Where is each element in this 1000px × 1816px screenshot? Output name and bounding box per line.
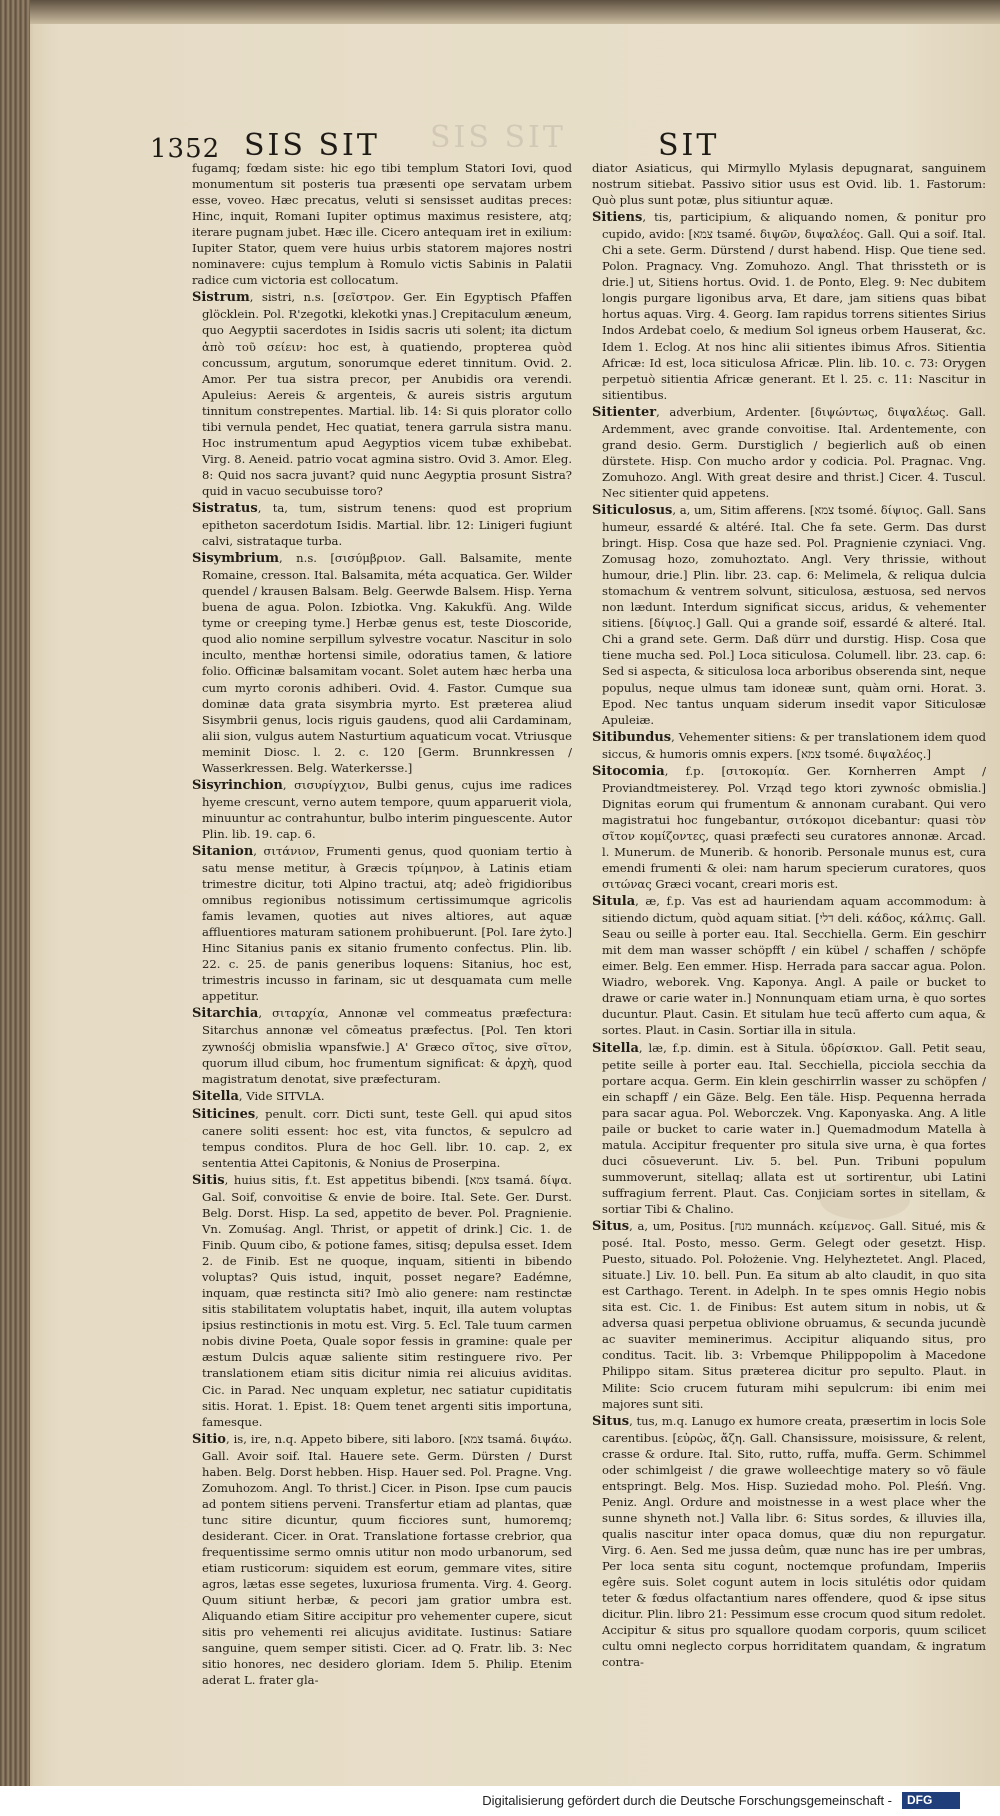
entry-text: , σισυρίγχιον, Bulbi genus, cujus ime radices hyeme crescunt, verno autem tempore, quum apparuerit viola, minuuntur ac contrahuntur, bulbo interim pinguescente. Autor Plin. lib. 19. cap. 6. <box>202 777 572 841</box>
entry-headword: Sitarchia <box>192 1006 259 1022</box>
entry-headword: Sitio <box>192 1431 226 1447</box>
entry-text: , is, ire, n.q. Appeto bibere, siti laboro. [צמא tsamá. διψάω. Gall. Avoir soif. Ital. Hauere sete. Germ. Dürsten / Durst haben. Belg. Dorst hebben. Hisp. Hauer sed. Pol. Pragne. Vng. Zomuhozom. Angl. To thrist.] Cicer. in Pison. Ipse cum paucis ad pontem sitiens perveni. Transfertur etiam ad plantas, quæ tunc sitire dicuntur, quum ficciores sunt, humoremq; desiderant. Cicer. in Orat. Translatione fortasse crebrior, qua frequentissime sermo omnis utitur non modo urbanorum, sed etiam rusticorum: siquidem est eorum, gemmare vites, sitire agros, lætas esse segetes, luxuriosa frumenta. Virg. 4. Georg. Quum sitiunt herbæ, & pecori jam gratior umbra est. Aliquando etiam Sitire accipitur pro vehementer cupere, sicut sitis pro vehementi rei alicujus aviditate. Iustinus: Satiare sanguine, quem semper sitisti. Cicer. ad Q. Fratr. lib. 3: Nec sitio honores, nec desidero gloriam. Idem 5. Philip. Etenim aderat L. frater gla- <box>202 1431 572 1688</box>
entry-text: , læ, f.p. dimin. est à Situla. ὑδρίσκιον. Gall. Petit seau, petite seille à porter eau. Ital. Secchiella, picciola secchia da portare acqua. Germ. Ein klein geschirrlin wasser zu schöpfen / ein schapff / ein Gäze. Belg. Een täle. Hisp. Pequenna herrada para sacar agua. Pol. Weborczek. Vng. Kaponyaska. Ang. A litle paile or bucket to carie water in.] Quemadmodum Matella à matula. Accipitur frequenter pro situla sive urna, è qua fortes duci cōsueverunt. Liv. 5. bel. Pun. Tribuni populum summoverunt, sitellaq; allata est ut sortirentur, ubi Latini suffragium ferrent. Plaut. Cas. Conjiciam sortes in sitellam, & sortiar Tibi & Chalino. <box>602 1040 986 1216</box>
entry-text: , æ, f.p. Vas est ad hauriendam aquam accommodum: à sitiendo dictum, quòd aquam sitiat. [דלי deli. κάδος, κάλπις. Gall. Seau ou seille à porter eau. Ital. Secchiella. Germ. Ein geschirr mit dem man wasser schöpfft / ein kübel / schaffen / schöpfe eimer. Belg. Een emmer. Hisp. Herrada para saccar agua. Polon. Wiadro, weborek. Vng. Kaponya. Angl. A paile or bucket to drawe or carie water in.] Nonnunquam etiam urna, è quo sortes ducuntur. Plaut. Casin. Et situlam hue tecū afferto cum aqua, & sortes. Plaut. in Casin. Sortiar illa in situla. <box>602 894 986 1038</box>
dictionary-entry <box>192 1106 572 1171</box>
entry-headword: Siticulosus <box>592 502 673 518</box>
entry-text: , Vehementer sitiens: & per translationem idem quod siccus, & humoris omnis expers. [צמא tsomé. διψαλέος.] <box>602 729 986 761</box>
entry-text: , n.s. [σισύμβριον. Gall. Balsamite, mente Romaine, cresson. Ital. Balsamita, méta acquatica. Ger. Wilder quendel / krausen Balsam. Belg. Geerwde Balsem. Hisp. Yerna buena de agua. Polon. Izbiotka. Vng. Kakukfü. Ang. Wilde tyme or creeping tyme.] Herbæ genus est, teste Dioscoride, quod alio nomine serpillum sylvestre vocatur. Nascitur in solo inculto, menthæ hortensi simile, odoratius tamen, & latiore folio. Officinæ balsamitam vocant. Solet autem hæc herba una cum myrto coronis adhiberi. Ovid. 4. Fastor. Cumque sua dominæ data grata sisymbria myrto. Est præterea aliud Sisymbrii genus, locis riguis gaudens, quod alii Cardaminam, alii sion, vulgus autem Nasturtium aquaticum vocat. Vtriusque meminit Diosc. l. 2. c. 120 [Germ. Brunnkressen / Wasserkressen. Belg. Waterkersse.] <box>202 551 572 775</box>
entry-headword: Sitienter <box>592 404 657 420</box>
dictionary-entry <box>592 763 986 892</box>
entry-headword: Situla <box>592 894 636 910</box>
entry-headword: Sistrum <box>192 290 250 306</box>
top-shadow <box>30 0 1000 24</box>
left-column <box>192 160 572 1760</box>
entry-headword: Situs <box>592 1219 630 1235</box>
entry-headword: Sitella <box>592 1040 639 1056</box>
running-head-left: SIS SIT <box>244 128 380 163</box>
entry-headword: Siticines <box>192 1106 256 1122</box>
dictionary-entry <box>192 777 572 842</box>
entry-text: , σιταρχία, Annonæ vel commeatus præfectura: Sitarchus annonæ vel cōmeatus præfectus. [Pol. Ten ktori zywnośćj obmislia wpansfwie.] A' Græco σῖτος, sive σῖτον, quorum illud cibum, hoc frumentum significat: & ἀρχὴ, quod magistratum denotat, sive præfecturam. <box>202 1006 572 1086</box>
dictionary-entry <box>592 1218 986 1412</box>
digitization-footer <box>0 1786 1000 1816</box>
dictionary-entry <box>192 550 572 776</box>
dfg-logo-text: DFG <box>907 1793 933 1807</box>
entry-text: , a, um, Sitim afferens. [צמא tsomé. δίψιος. Gall. Sans humeur, essardé & altéré. Ital. Che fa sete. Germ. Das durst bringt. Hisp. Cosa que haze sed. Pol. Pragnienie czyniaci. Vng. Zomusag hozo, zomuhoztato. Angl. Very thrissie, without humour, drie.] Plin. libr. 23. cap. 6: Melimela, & reliqua dulcia stomachum & ventrem solvunt, siticulosa, æstuosa, sed nervos non lædunt. Interdum significat siccus, aridus, & vehementer sitiens. [δίψιος.] Gall. Qui a grande soif, essardé & alteré. Ital. Chi a grand sete. Germ. Daß dürr und durstig. Hisp. Cosa que tiene mucha sed. Pol.] Loca siticulosa. Columell. libr. 23. cap. 6: Sed si aspecta, & siticulosa loca arboribus obserenda sint, neque populus, neque ulmus tam idoneæ sunt, quàm orni. Horat. 3. Epod. Nec tantus unquam siderum insedit vapor Siticulosæ Apuleiæ. <box>602 502 986 727</box>
dictionary-entry <box>592 893 986 1038</box>
entry-text: , adverbium, Ardenter. [διψώντως, διψαλέως. Gall. Ardemment, avec grande convoitise. Ital. Ardentemente, con grand desio. Germ. Durstiglich / begierlich auß ob einen dürstete. Hisp. Con mucho ardor y codicia. Pol. Pragnac. Vng. Zomuhozo. Angl. With great desire and thrist.] Cicer. 4. Tuscul. Nec sitienter quid appetens. <box>602 404 986 500</box>
entry-headword: Sitis <box>192 1172 225 1188</box>
dictionary-entry <box>592 160 986 208</box>
dictionary-entry <box>592 1413 986 1671</box>
dictionary-entry <box>192 1088 572 1105</box>
running-head-right: SIT <box>658 128 720 163</box>
entry-headword: Sitocomia <box>592 763 665 779</box>
entry-text: , Vide SITVLA. <box>238 1088 325 1103</box>
dictionary-entry <box>192 500 572 549</box>
dictionary-entry <box>592 209 986 403</box>
entry-headword: Sitiens <box>592 210 643 226</box>
dictionary-entry <box>192 843 572 1004</box>
entry-headword: Sitibundus <box>592 729 672 745</box>
page-number: 1352 <box>150 134 221 164</box>
entry-text: diator Asiaticus, qui Mirmyllo Mylasis depugnarat, sanguinem nostrum sitiebat. Passivo sitior usus est Ovid. lib. 1. Fastorum: Quò plus sunt potæ, plus sitiuntur aquæ. <box>592 161 986 208</box>
entry-headword: Sistratus <box>192 500 258 516</box>
entry-text: , tus, m.q. Lanugo ex humore creata, præsertim in locis Sole carentibus. [εὐρὼς, ἄζη. Gall. Chansissure, moisissure, & relent, crasse & ordure. Ital. Sito, rutto, ruffa, muffa. Germ. Schimmel oder schimlgeist / die grawe wolleechtige matery so vō fäule entspringt. Belg. Mos. Hisp. Suziedad moho. Pol. Pleśń. Vng. Peniz. Angl. Ordure and moistnesse in a west place wher the sunne shyneth not.] Valla libr. 6: Situs sordes, & illuvies illa, qualis nascitur inter opaca domus, quæ diu non repurgatur. Virg. 6. Aen. Sed me jussa deûm, quæ nunc has ire per umbras, Per loca senta situ cogunt, noctemque profundam, Imperiis egêre suis. Solet cogunt autem in locis situlétis odor quidam teter & fœdus olfactantium nares offendere, quod & ipse situs dicitur. Plin. libro 21: Pessimum esse crocum quod situm redolet. Accipitur & situs pro squallore quodam corporis, quum scilicet cultu omni neglecto corpus horriditatem quandam, & ingratum contra- <box>602 1413 986 1670</box>
entry-headword: Situs <box>592 1413 630 1429</box>
dictionary-entry <box>192 160 572 288</box>
entry-text: , ta, tum, sistrum tenens: quod est proprium epitheton sacerdotum Isidis. Martial. libr. 12: Linigeri fugiunt calvi, sistrataque turba. <box>202 500 572 549</box>
book-edge <box>0 0 30 1816</box>
entry-text: , sistri, n.s. [σεῖστρον. Ger. Ein Egyptisch Pfaffen glöcklein. Pol. R'zegotki, klekotki ynas.] Crepitaculum æneum, quo Aegyptii sacerdotes in Isidis sacris uti solent; ita dictum ἀπὸ τοῦ σείειν: hoc est, à quatiendo, propterea quòd concussum, argutum, sonorumque ederet tinnitum. Ovid. 2. Amor. Per tua sistra precor, per Anubidis ora verendi. Apuleius: Aereis & argenteis, & aureis sistris argutum tinnitum constrepentes. Martial. lib. 14: Si quis plorator collo tibi vernula pendet, Hec quatiat, tenera garrula sistra manu. Hoc instrumentum apud Aegyptios vicem tubæ exhibebat. Virg. 8. Aeneid. patrio vocat agmina sistro. Ovid 3. Amor. Eleg. 8: Quid nos sacra juvant? quid nunc Aegyptia prosunt Sistra? quid in vacuo secubuisse toro? <box>202 290 572 498</box>
entry-text: , penult. corr. Dicti sunt, teste Gell. qui apud sitos canere soliti essent: hoc est, vita functos, & sepulcro ad tempus conditos. Plura de hoc Gell. libr. 10. cap. 2, ex sententia Attei Capitonis, & Nonius de Proserpina. <box>202 1106 572 1170</box>
dictionary-entry <box>192 1431 572 1689</box>
entry-text: , f.p. [σιτοκομία. Ger. Kornherren Ampt / Proviandtmeisterey. Pol. Vrząd tego ktori zywnośc obmislia.] Dignitas eorum qui frumentum & annonam curabant. Qui vero magistratui hoc fungebantur, σιτόκομοι dicebantur: quasi τὸν σῖτον κομίζοντες, quasi præfecti seu curatores annonæ. Arcad. l. Munerum. de Munerib. & honorib. Personale munus est, cura emendi frumenti & olei: nam harum specierum curatores, quos σιτώνας Græci vocant, creari moris est. <box>602 763 986 892</box>
dfg-logo <box>902 1792 960 1809</box>
dictionary-entry <box>192 1005 572 1086</box>
right-column <box>592 160 986 1760</box>
dictionary-entry <box>592 502 986 728</box>
entry-headword: Sisymbrium <box>192 551 280 567</box>
footer-credit: Digitalisierung gefördert durch die Deutsche Forschungsgemeinschaft - <box>482 1793 892 1808</box>
dictionary-entry <box>592 729 986 762</box>
entry-text: , tis, participium, & aliquando nomen, & ponitur pro cupido, avido: [צמא tsamé. διψῶν, διψαλέος. Gall. Qui a soif. Ital. Chi a sete. Germ. Dürstend / durst habend. Hisp. Que tiene sed. Polon. Pragnacy. Vng. Zomuhozo. Angl. That thrissteth or is drie.] ut, Sitiens hortus. Ovid. 1. de Ponto, Eleg. 9: Nec dubitem longis purgare ligonibus arva, Et dare, jam sitiens quas bibat hortus aquas. Virg. 4. Georg. Iam rapidus torrens sitientes Sirius Indos Ardebat coelo, & medium Sol igneus orbem Hauserat, &c. Idem 1. Eclog. At nos hinc alii sitientes ibimus Afros. Sitientia Africæ: Id est, loca siticulosa Africæ. Plin. lib. 10. c. 73: Orygen perpetuò sitientia Africæ generant. Et l. 25. c. 11: Nascitur in sitientibus. <box>602 210 986 402</box>
entry-headword: Sitanion <box>192 843 254 859</box>
entry-text: fugamq; fœdam siste: hic ego tibi templum Statori Iovi, quod monumentum sit posteris tua præsenti ope servatam urbem esse, voveo. Hæc precatus, veluti si sensisset auditas preces: Hinc, inquit, Romani Iupiter optimus maximus resistere, atq; iterare pugnam jubet. Hæc ille. Cicero antequam iret in exilium: Iupiter Stator, quem vere huius urbis statorem majores nostri nominavere: cujus templum à Romulo victis Sabinis in Palatii radice cum victoria est collocatum. <box>192 161 572 288</box>
entry-text: , huius sitis, f.t. Est appetitus bibendi. [צמא tsamá. δίψα. Gal. Soif, convoitise & envie de boire. Ital. Sete. Ger. Durst. Belg. Dorst. Hisp. La sed, appetito de bever. Pol. Pragnienie. Vn. Zomuśag. Angl. Thrist, or appetit of drink.] Cic. 1. de Finib. Quum cibo, & potione fames, sitisq; depulsa esset. Idem 2. de Finib. Est ne quoque, inquam, sitienti in bibendo voluptas? Quis istud, inquit, posset negare? Eadémne, inquam, quæ restincta siti? Imò alio genere: nam restinctæ sitis stabilitatem voluptatis habet, inquit, illa autem voluptas ipsius restinctionis in motu est. Virg. 5. Ecl. Tale tuum carmen nobis divine Poeta, Quale sopor fessis in gramine: quale per æstum Dulcis aquæ saliente sitim restinguere rivo. Per translationem etiam sitis dicitur nimia rei alicuius aviditas. Cic. in Parad. Nec unquam expletur, nec satiatur cupiditatis sitis. Horat. 1. Epist. 18: Quem tenet argenti sitis importuna, famesque. <box>202 1172 572 1429</box>
dictionary-entry <box>192 289 572 499</box>
entry-text: , a, um, Positus. [מנח munnách. κείμενος. Gall. Situé, mis & posé. Ital. Posto, messo. Germ. Gelegt oder gesetzt. Hisp. Puesto, situado. Pol. Położenie. Vng. Helyheztetet. Angl. Placed, situate.] Liv. 10. bell. Pun. Ea situm ab alto claudit, in quo sita est Carthago. Terent. in Adelph. In te spes omnis Hegio nobis sita est. Cic. 1. de Finibus: Est autem situm in nobis, ut & adversa quasi perpetua oblivione obruamus, & secunda jucundè ac suaviter meminerimus. Accipitur aliquando situs, pro conditus. Tacit. lib. 3: Vrbemque Philippopolim à Macedone Philippo sitam. Situs præterea dicitur pro sepulto. Plaut. in Milite: Scio crucem futuram mihi sepulcrum: ibi enim mei majores sunt siti. <box>602 1219 986 1411</box>
dictionary-entry <box>592 404 986 501</box>
bleed-through-header: SIS SIT <box>430 120 566 155</box>
dictionary-entry <box>192 1172 572 1430</box>
entry-headword: Sisyrinchion <box>192 777 283 793</box>
entry-headword: Sitella <box>192 1088 239 1104</box>
dictionary-entry <box>592 1040 986 1218</box>
entry-text: , σιτάνιον, Frumenti genus, quod quoniam tertio à satu mense metitur, à Græcis τρίμηνον, à Latinis etiam trimestre dicitur, toti Alpino tractui, atq; adeò frigidioribus omnibus regionibus notissimum certissimumque agricolis famis levamen, quoties aut nives altiores, aut aquæ affluentiores maturam sationem prohibuerunt. [Pol. Iare żyto.] Hinc Sitanius panis ex sitanio frumento confectus. Plin. lib. 22. c. 25. de panis generibus loquens: Sitanius, hoc est, trimestris incusso in farinam, sic ut desquamata cum melle appetitur. <box>202 843 572 1004</box>
